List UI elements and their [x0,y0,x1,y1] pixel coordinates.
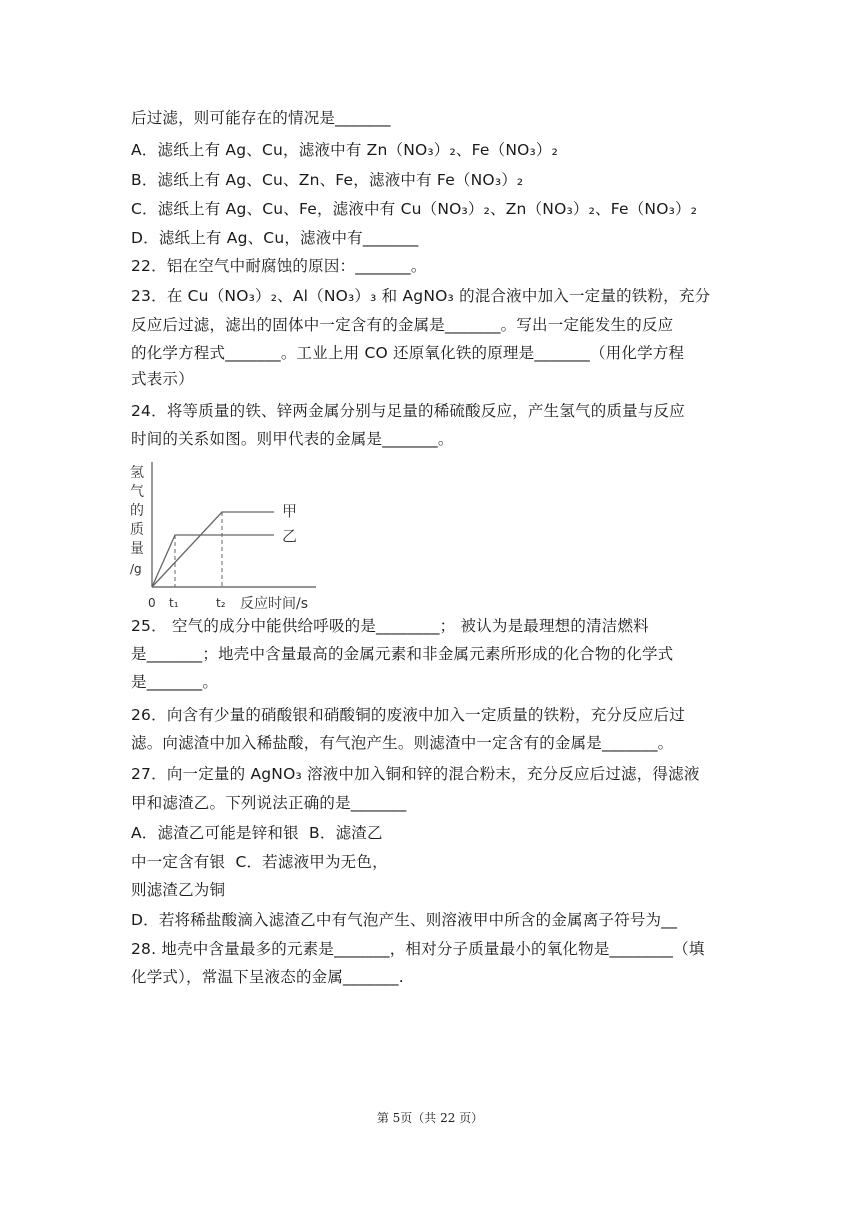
text-line: 的化学方程式_______。工业上用 CO 还原氧化铁的原理是_______（用化学方程 [131,344,685,362]
text-line: 反应后过滤，滤出的固体中一定含有的金属是_______。写出一定能发生的反应 [131,316,674,334]
origin-label: 0 [148,596,156,610]
text-line: 后过滤，则可能存在的情况是_______ [131,109,391,127]
question-28: 28. 地壳中含量最多的元素是_______，相对分子质量最小的氧化物是________（填 [131,940,705,958]
question-23: 23．在 Cu（NO₃）₂、Al（NO₃）₃ 和 AgNO₃ 的混合液中加入一定量的铁粉，充分 [131,287,711,305]
t1-label: t₁ [169,596,179,610]
option-d: D．滤纸上有 Ag、Cu，滤液中有_______ [131,229,419,247]
question-22: 22．铝在空气中耐腐蚀的原因：_______。 [131,257,427,275]
y-axis-label-char: 质 [130,522,144,538]
option-d: D．若将稀盐酸滴入滤渣乙中有气泡产生、则溶液甲中所含的金属离子符号为__ [131,911,678,929]
text-line: 中一定含有银 C．若滤液甲为无色， [131,853,388,871]
y-axis-unit: /g [130,562,142,576]
t2-label: t₂ [216,596,226,610]
text-line: 甲和滤渣乙。下列说法正确的是_______ [131,794,407,812]
y-axis-label-char: 气 [130,484,144,500]
text-line: 是_______；地壳中含量最高的金属元素和非金属元素所形成的化合物的化学式 [131,645,674,663]
option-a: A．滤纸上有 Ag、Cu，滤液中有 Zn（NO₃）₂、Fe（NO₃）₂ [131,141,559,159]
hydrogen-mass-graph [126,460,326,612]
curve-jia [152,512,274,587]
text-line: 时间的关系如图。则甲代表的金属是_______。 [131,430,454,448]
text-line: 则滤渣乙为铜 [131,881,226,899]
text-line: 是_______。 [131,673,219,691]
question-26: 26．向含有少量的硝酸银和硝酸铜的废液中加入一定质量的铁粉，充分反应后过 [131,706,685,724]
x-axis-label: 反应时间/s [240,596,309,612]
curve-yi [152,535,274,587]
option-b: B．滤纸上有 Ag、Cu、Zn、Fe，滤液中有 Fe（NO₃）₂ [131,171,524,189]
question-24: 24．将等质量的铁、锌两金属分别与足量的稀硫酸反应，产生氢气的质量与反应 [131,402,685,420]
y-axis-label-char: 氢 [130,465,144,481]
question-25: 25． 空气的成分中能供给呼吸的是________； 被认为是最理想的清洁燃料 [131,617,649,635]
label-jia: 甲 [282,502,298,520]
y-axis-label-char: 的 [130,503,144,519]
text-line: 式表示） [131,370,194,388]
option-a: A．滤渣乙可能是锌和银 B．滤渣乙 [131,824,383,842]
question-27: 27．向一定量的 AgNO₃ 溶液中加入铜和锌的混合粉末，充分反应后过滤，得滤液 [131,765,700,783]
label-yi: 乙 [282,527,298,545]
text-line: 化学式），常温下呈液态的金属_______. [131,968,404,986]
text-line: 滤。向滤渣中加入稀盐酸，有气泡产生。则滤渣中一定含有的金属是_______。 [131,734,674,752]
option-c: C．滤纸上有 Ag、Cu、Fe，滤液中有 Cu（NO₃）₂、Zn（NO₃）₂、Fe（NO₃）₂ [131,200,698,218]
page-footer: 第 5页（共 22 页） [376,1111,484,1125]
y-axis-label-char: 量 [130,541,144,557]
